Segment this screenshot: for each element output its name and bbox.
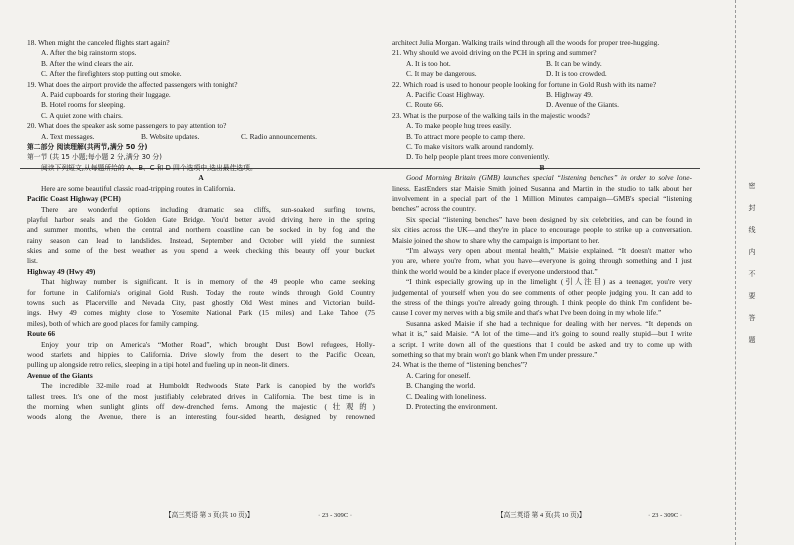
passage-b-line: Good Morning Britain (GMB) launches special “listening benches” in order to solve lone- — [406, 173, 692, 183]
passage-intro: Here are some beautiful classic road-tripping routes in California. — [41, 183, 236, 193]
passage-b-line: involvement in a special part of the 1 Million Minutes campaign—GMB's special “listening — [392, 194, 692, 204]
passage-b-line: think the world would be a kinder place if everyone understood that.” — [392, 266, 598, 276]
giants-line: woods along the Avenue, there is an interesting four-sided hearth, designed by renowned — [27, 412, 375, 422]
passage-b-line: Maisie joined the show to share why the campaign is important to her. — [392, 235, 600, 245]
option-24c: C. Dealing with loneliness. — [406, 391, 487, 401]
passage-b-line: “I think especially growing up in the limelight (引人注目) as a teenager, you're very — [406, 277, 692, 287]
option-19b: B. Hotel rooms for sleeping. — [41, 100, 126, 110]
left-page-footer: 【高三英语 第 3 页(共 10 页)】 — [165, 512, 254, 519]
pch-line: list. — [27, 256, 38, 266]
pch-line: and summer months, when the central and northern coastline can be socked in by fog and the — [27, 225, 375, 235]
options-20 — [27, 132, 375, 142]
option-18a: A. After the big rainstorm stops. — [41, 48, 137, 58]
question-18: 18. When might the canceled flights start again? — [27, 38, 170, 47]
options-22-row2 — [392, 100, 692, 110]
right-page-code: · 23 - 309C · — [648, 512, 683, 519]
option-20c: C. Radio announcements. — [241, 131, 317, 141]
pch-heading: Pacific Coast Highway (PCH) — [27, 194, 121, 204]
option-21a: A. It is too hot. — [406, 58, 451, 68]
instructions: 阅读下列短文,从每题所给的 A、B、C 和 D 四个选项中,选出最佳选项。 — [41, 163, 257, 172]
option-23c: C. To make visitors walk around randomly. — [406, 142, 534, 152]
option-20b: B. Website updates. — [141, 131, 200, 141]
route66-line: Enjoy your trip on America's “Mother Road”, which brought Dust Bowl refugees, Holly- — [41, 339, 375, 349]
seal-char: 密 — [748, 182, 756, 190]
pch-line: playful harbor seals and the Golden Gate Bridge. You'd better avoid driving here in the spring — [27, 214, 375, 224]
question-21: 21. Why should we avoid driving on the PCH in spring and summer? — [392, 48, 597, 58]
hwy49-heading: Highway 49 (Hwy 49) — [27, 266, 96, 276]
option-22a: A. Pacific Coast Highway. — [406, 90, 485, 100]
passage-b-line: the stress of the things you're already going through. I think people do think I'm confident be- — [392, 298, 692, 308]
seal-char: 要 — [748, 292, 756, 300]
giants-heading: Avenue of the Giants — [27, 370, 93, 380]
right-page-footer: 【高三英语 第 4 页(共 10 页)】 — [497, 512, 586, 519]
question-23: 23. What is the purpose of the walking tails in the majestic woods? — [392, 110, 590, 120]
option-24b: B. Changing the world. — [406, 381, 476, 391]
passage-b-line: “I'm always very open about mental health,” Maisie explained. “It doesn't matter who — [406, 246, 692, 256]
passage-b-line: something so that my brain won't go blank when I'm under pressure.” — [392, 349, 598, 359]
question-19: 19. What does the airport provide the affected passengers with tonight? — [27, 79, 238, 89]
question-22: 22. Which road is used to honour people looking for fortune in Gold Rush with its name? — [392, 79, 657, 89]
giants-line: tallest trees. It's one of the most justifiably celebrated drives in California. The best time is in — [27, 391, 375, 401]
pch-line: skies and some of the best weather as you spend a week checking this beauty off your bucket — [27, 246, 375, 256]
giants-line: The incredible 32-mile road at Humboldt Redwoods State Park is canopied by the world's — [41, 381, 375, 391]
seal-char: 封 — [748, 204, 756, 212]
hwy49-line: towns such as Placerville and Nevada City, past ghostly Old West mines and Victorian build- — [27, 298, 375, 308]
route66-line: pulling up alongside retro relics, sleeping in a tipi hotel and fueling up in neon-lit diners. — [27, 360, 290, 370]
giants-continued: architect Julia Morgan. Walking trails wind through all the woods for proper tree-hugging. — [392, 38, 660, 47]
option-22d: D. Avenue of the Giants. — [546, 100, 619, 110]
passage-b-line: Susanna asked Maisie if she had a technique for dealing with her nerves. “It depends on — [406, 318, 692, 328]
seal-char: 内 — [748, 248, 756, 256]
option-18c: C. After the firefighters stop putting out smoke. — [41, 69, 182, 79]
seal-line-notice — [745, 175, 759, 351]
option-20a: A. Text messages. — [41, 131, 95, 141]
seal-char: 线 — [748, 226, 756, 234]
route66-heading: Route 66 — [27, 329, 56, 339]
option-21b: B. It can be windy. — [546, 58, 602, 68]
option-24a: A. Caring for oneself. — [406, 370, 471, 380]
pch-line: rainy season can lead to landslides. Instead, September and October will yield the sunniest — [27, 235, 375, 245]
pch-line: There are wonderful options including dramatic sea cliffs, sun-soaked surfing towns, — [41, 204, 375, 214]
passage-b-line: six cities across the UK—and they're in place to encourage people to strike up a conversation. — [392, 225, 692, 235]
option-22b: B. Highway 49. — [546, 90, 593, 100]
left-page — [27, 38, 375, 423]
passage-b-line: benches” across the country. — [392, 204, 477, 214]
option-23b: B. To attract more people to camp there. — [406, 131, 525, 141]
option-23d: D. To help people plant trees more conveniently. — [406, 152, 550, 162]
question-20: 20. What does the speaker ask some passengers to pay attention to? — [27, 121, 227, 131]
option-24d: D. Protecting the environment. — [406, 402, 498, 412]
hwy49-line: That highway number is significant. It is in memory of the 49 people who came seeking — [41, 277, 375, 287]
option-21d: D. It is too crowded. — [546, 69, 607, 79]
seal-char: 题 — [748, 336, 756, 344]
passage-b-line: what it is,” said Maisie. “A lot of the time—and it's going to sound really stupid—but I write — [392, 329, 692, 339]
option-22c: C. Route 66. — [406, 100, 444, 110]
passage-b-line: a script. I write down all of the questions that I could be asked and try to come up with — [392, 339, 692, 349]
option-19a: A. Paid cupboards for storing their luggage. — [41, 90, 171, 100]
passage-b-line: cause I cover my nerves with a big smile and that's what I've been doing in my whole life.” — [392, 308, 662, 318]
passage-b-line: judgemental of yourself when you do see comments of other people judging you. It can add to — [392, 287, 692, 297]
options-22-row1 — [392, 90, 692, 100]
section-1-heading: 第一节 (共 15 小题;每小题 2 分,满分 30 分) — [27, 153, 162, 162]
passage-b-line: Six special “listening benches” have been designed by six celebrities, and can be found in — [406, 214, 692, 224]
giants-line: the morning when sunlight glints off dew-drenched ferns. Among the majestic (壮观的) — [27, 402, 375, 412]
route66-line: wood starlets and hippies to California. Drive slowly from the desert to the Pacific Ocean, — [27, 350, 375, 360]
left-page-code: · 23 - 309C · — [318, 512, 353, 519]
passage-b-label: B — [539, 162, 545, 172]
passage-b-line: liness. EastEnders star Maisie Smith joined Susanna and Martin in the studio to talk about her — [392, 183, 692, 193]
option-21c: C. It may be dangerous. — [406, 69, 477, 79]
option-23a: A. To make people hug trees easily. — [406, 121, 512, 131]
seal-char: 不 — [748, 270, 756, 278]
hwy49-line: miles), both of which are good places for family camping. — [27, 318, 199, 328]
option-18b: B. After the wind clears the air. — [41, 58, 134, 68]
passage-b-line: you are, where you're from, what you have—everyone is going through something and I just — [392, 256, 692, 266]
binding-line — [735, 0, 736, 545]
passage-a-label: A — [198, 173, 204, 183]
question-24: 24. What is the theme of “listening benches”? — [392, 360, 528, 370]
right-page — [392, 38, 692, 412]
hwy49-line: for fortune in California's original Gold Rush. Today the route winds through Gold Country — [27, 287, 375, 297]
options-21-row1 — [392, 59, 692, 69]
option-19c: C. A quiet zone with chairs. — [41, 110, 123, 120]
options-21-row2 — [392, 69, 692, 79]
seal-char: 答 — [748, 314, 756, 322]
part-2-heading: 第二部分 阅读理解(共两节,满分 50 分) — [27, 143, 148, 152]
hwy49-line: ings. Hwy 49 comes mighty close to Yosemite National Park (15 miles) and Lake Tahoe (75 — [27, 308, 375, 318]
